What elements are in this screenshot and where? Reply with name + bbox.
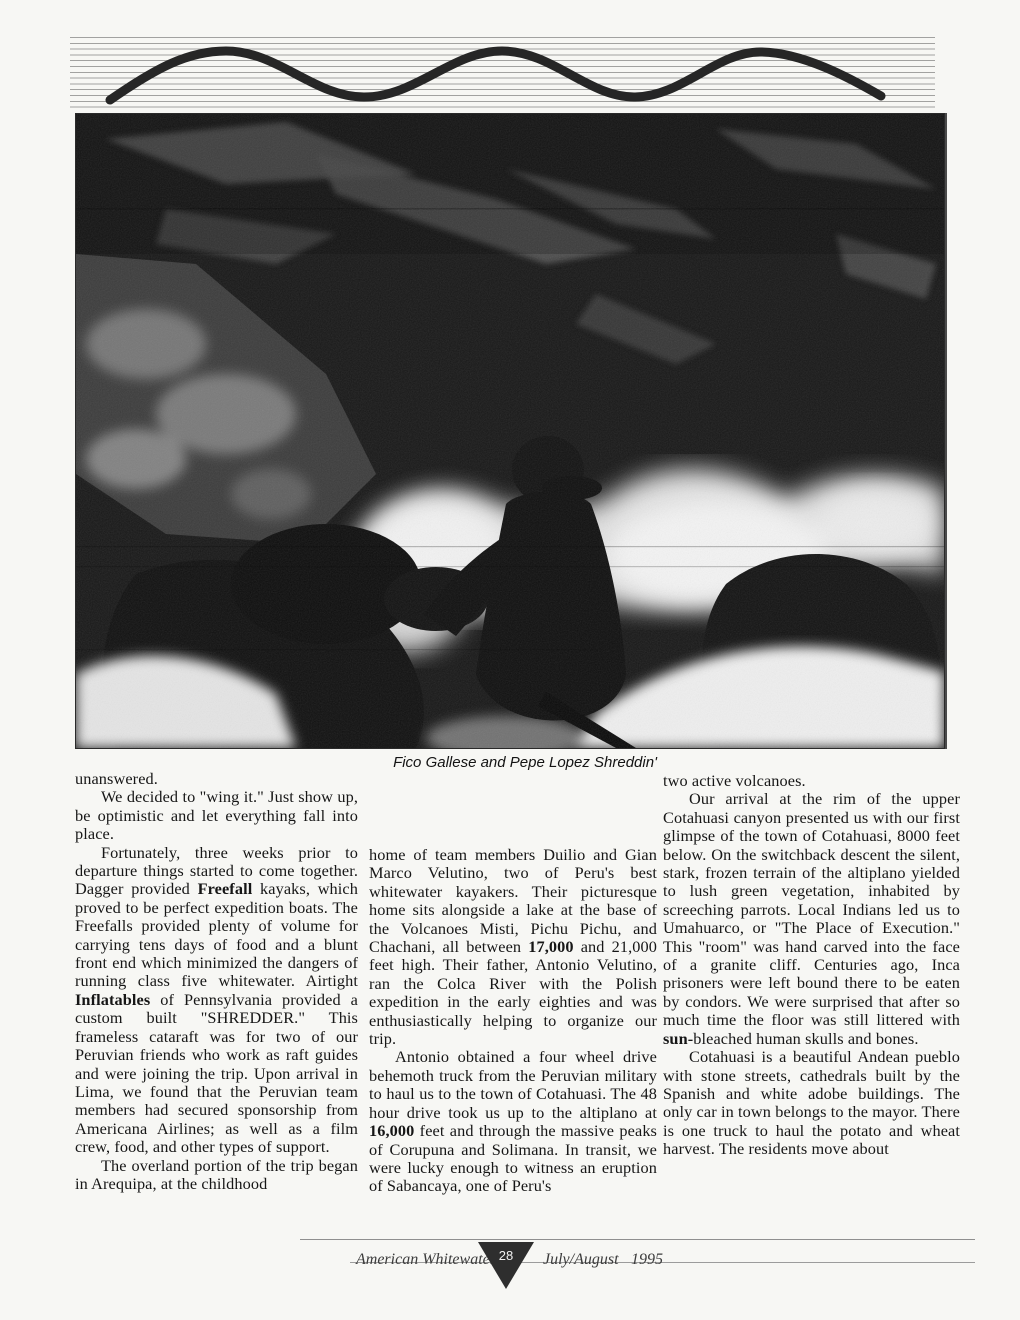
paragraph: Our arrival at the rim of the upper Cotahuasi canyon presented us with our first glimpse of the town of Cotahuasi, 8000 feet below. On the switchback descent the silent, stark, frozen terrain of the altiplano yielded to lush green vegetation, inhabited by screeching parrots. Local Indians led us to Umahuarco, or "The Place of Execution." This "room" was hand carved into the face of a granite cliff. Centuries ago, Inca prisoners were left bound there to be eaten by condors. We were surprised that after so much time the floor was still littered with sun-bleached human skulls and bones. [663,789,960,1048]
paragraph: Fortunately, three weeks prior to departure things started to come together. Dagger provided Freefall kayaks, which proved to be perfect expedition boats. The Freefalls provided plenty of volume for carrying tens days of food and a blunt front end which minimized the dangers of running class five whitewater. Airtight Inflatables of Pennsylvania provided a custom built "SHREDDER." This frameless cataraft was for two of our Peruvian friends who work as raft guides and were joining the trip. Upon arrival in Lima, we found that the Peruvian team members had secured sponsorship from Americana Airlines; as well as a film crew, food, and other types of support. [75,842,358,1157]
paragraph: two active volcanoes. [663,772,806,790]
paragraph: home of team members Duilio and Gian Marco Velutino, two of Peru's best whitewater kayakers. Their picturesque home sits alongside a lake at the base of the Volcanoes Misti, Pichu Pichu, and Chachani, all between 17,000 and 21,000 feet high. Their father, Antonio Velutino, ran the Colca River with the Polish expedition in the early eighties and was enthusiastically helping to organize our trip. [369,846,657,1049]
masthead-decoration [70,37,935,110]
page-number: 28 [498,1248,514,1263]
article-photo [75,113,945,749]
photo-caption: Fico Gallese and Pepe Lopez Shreddin' [393,754,657,771]
article-column-3 [663,772,960,1244]
footer-rule-top [300,1239,975,1240]
issue-date: July/August [543,1251,619,1268]
issue-year: 1995 [631,1251,663,1268]
article-column-1 [75,770,358,1242]
paragraph: The overland portion of the trip began in Arequipa, at the childhood [75,1155,358,1193]
article-column-2 [369,846,657,1242]
wave-icon [70,37,935,110]
magazine-title: American Whitewater [356,1251,496,1268]
paragraph: unanswered. [75,770,158,788]
paragraph: We decided to "wing it." Just show up, be optimistic and let everything fall into place. [75,787,358,844]
paragraph: Antonio obtained a four wheel drive behemoth truck from the Peruvian military to haul us to the town of Cotahuasi. The 48 hour drive took us up to the altiplano at 16,000 feet and through the massive peaks of Corupuna and Solimana. In transit, we were lucky enough to witness an eruption of Sabancaya, one of Peru's [369,1047,657,1196]
paragraph: Cotahuasi is a beautiful Andean pueblo with stone streets, cathedrals built by the Spanish and white adobe buildings. The only car in town belongs to the mayor. There is one truck to haul the potato and wheat harvest. The residents move about [663,1047,960,1159]
